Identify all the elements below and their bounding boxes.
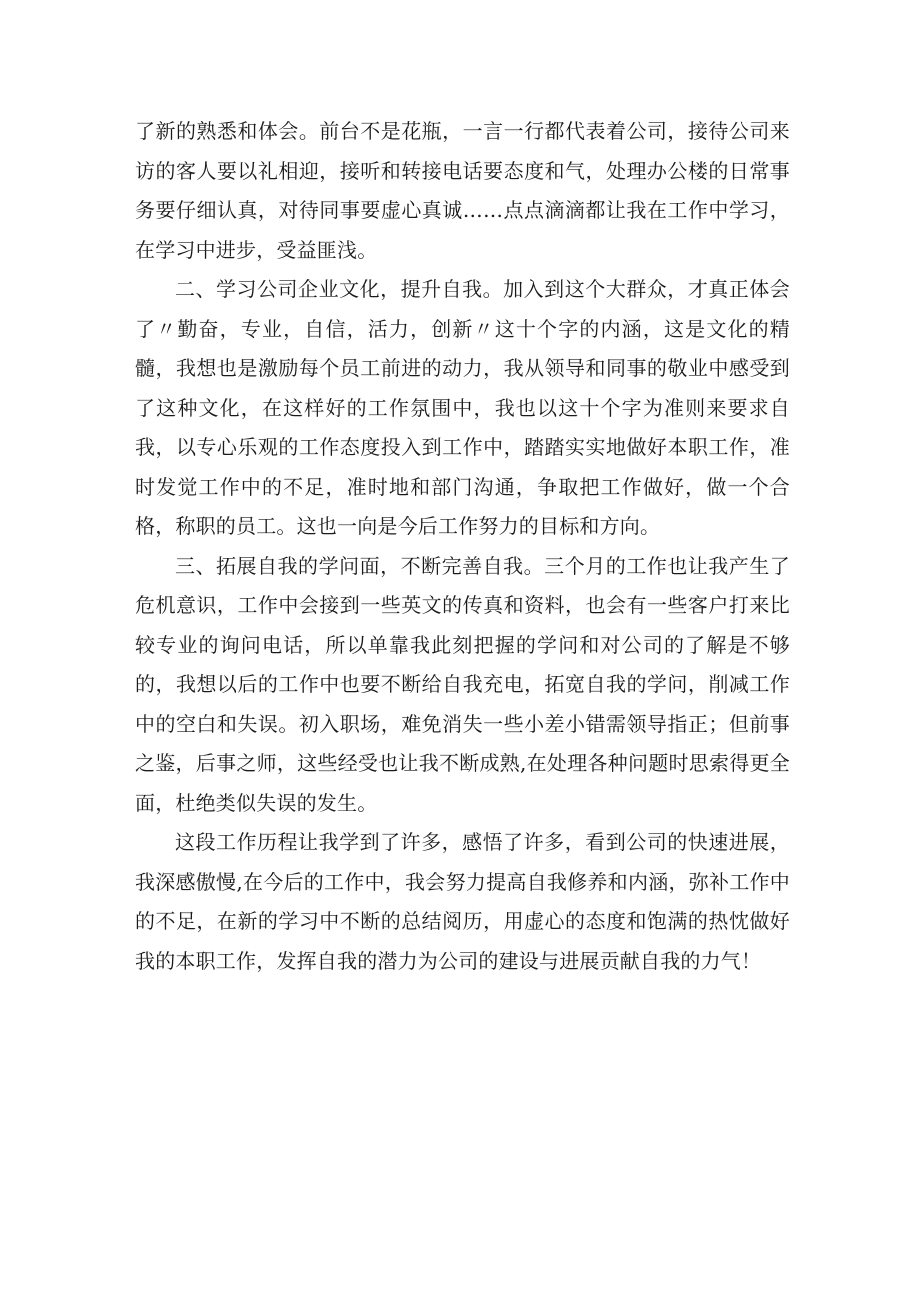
paragraph-company-culture: 二、学习公司企业文化，提升自我。加入到这个大群众，才真正体会了〃勤奋，专业，自信，活力，创新〃这十个字的内涵，这是文化的精髓，我想也是激励每个员工前进的动力，我从领导和同事的敬业中感受到了这种文化，在这样好的工作氛围中，我也以这十个字为准则来要求自我，以专心乐观的工作态度投入到工作中，踏踏实实地做好本职工作，准时发觉工作中的不足，准时地和部门沟通，争取把工作做好，做一个合格，称职的员工。这也一向是今后工作努力的目标和方向。 — [135, 277, 790, 538]
paragraph-conclusion: 这段工作历程让我学到了许多，感悟了许多，看到公司的快速进展，我深感傲慢,在今后的工作中，我会努力提高自我修养和内涵，弥补工作中的不足，在新的学习中不断的总结阅历，用虚心的态度和饱满的热忱做好我的本职工作，发挥自我的潜力为公司的建设与进展贡献自我的力气！ — [135, 830, 790, 973]
paragraph-expand-knowledge: 三、拓展自我的学问面，不断完善自我。三个月的工作也让我产生了危机意识，工作中会接到一些英文的传真和资料，也会有一些客户打来比较专业的询问电话，所以单靠我此刻把握的学问和对公司的了解是不够的，我想以后的工作中也要不断给自我充电，拓宽自我的学问，削减工作中的空白和失误。初入职场，难免消失一些小差小错需领导指正；但前事之鉴，后事之师，这些经受也让我不断成熟,在处理各种问题时思索得更全面，杜绝类似失误的发生。 — [135, 553, 790, 815]
document-body — [135, 112, 790, 981]
paragraph-continuation: 了新的熟悉和体会。前台不是花瓶，一言一行都代表着公司，接待公司来访的客人要以礼相迎，接听和转接电话要态度和气，处理办公楼的日常事务要仔细认真，对待同事要虚心真诚……点点滴滴都让我在工作中学习，在学习中进步，受益匪浅。 — [135, 119, 790, 262]
